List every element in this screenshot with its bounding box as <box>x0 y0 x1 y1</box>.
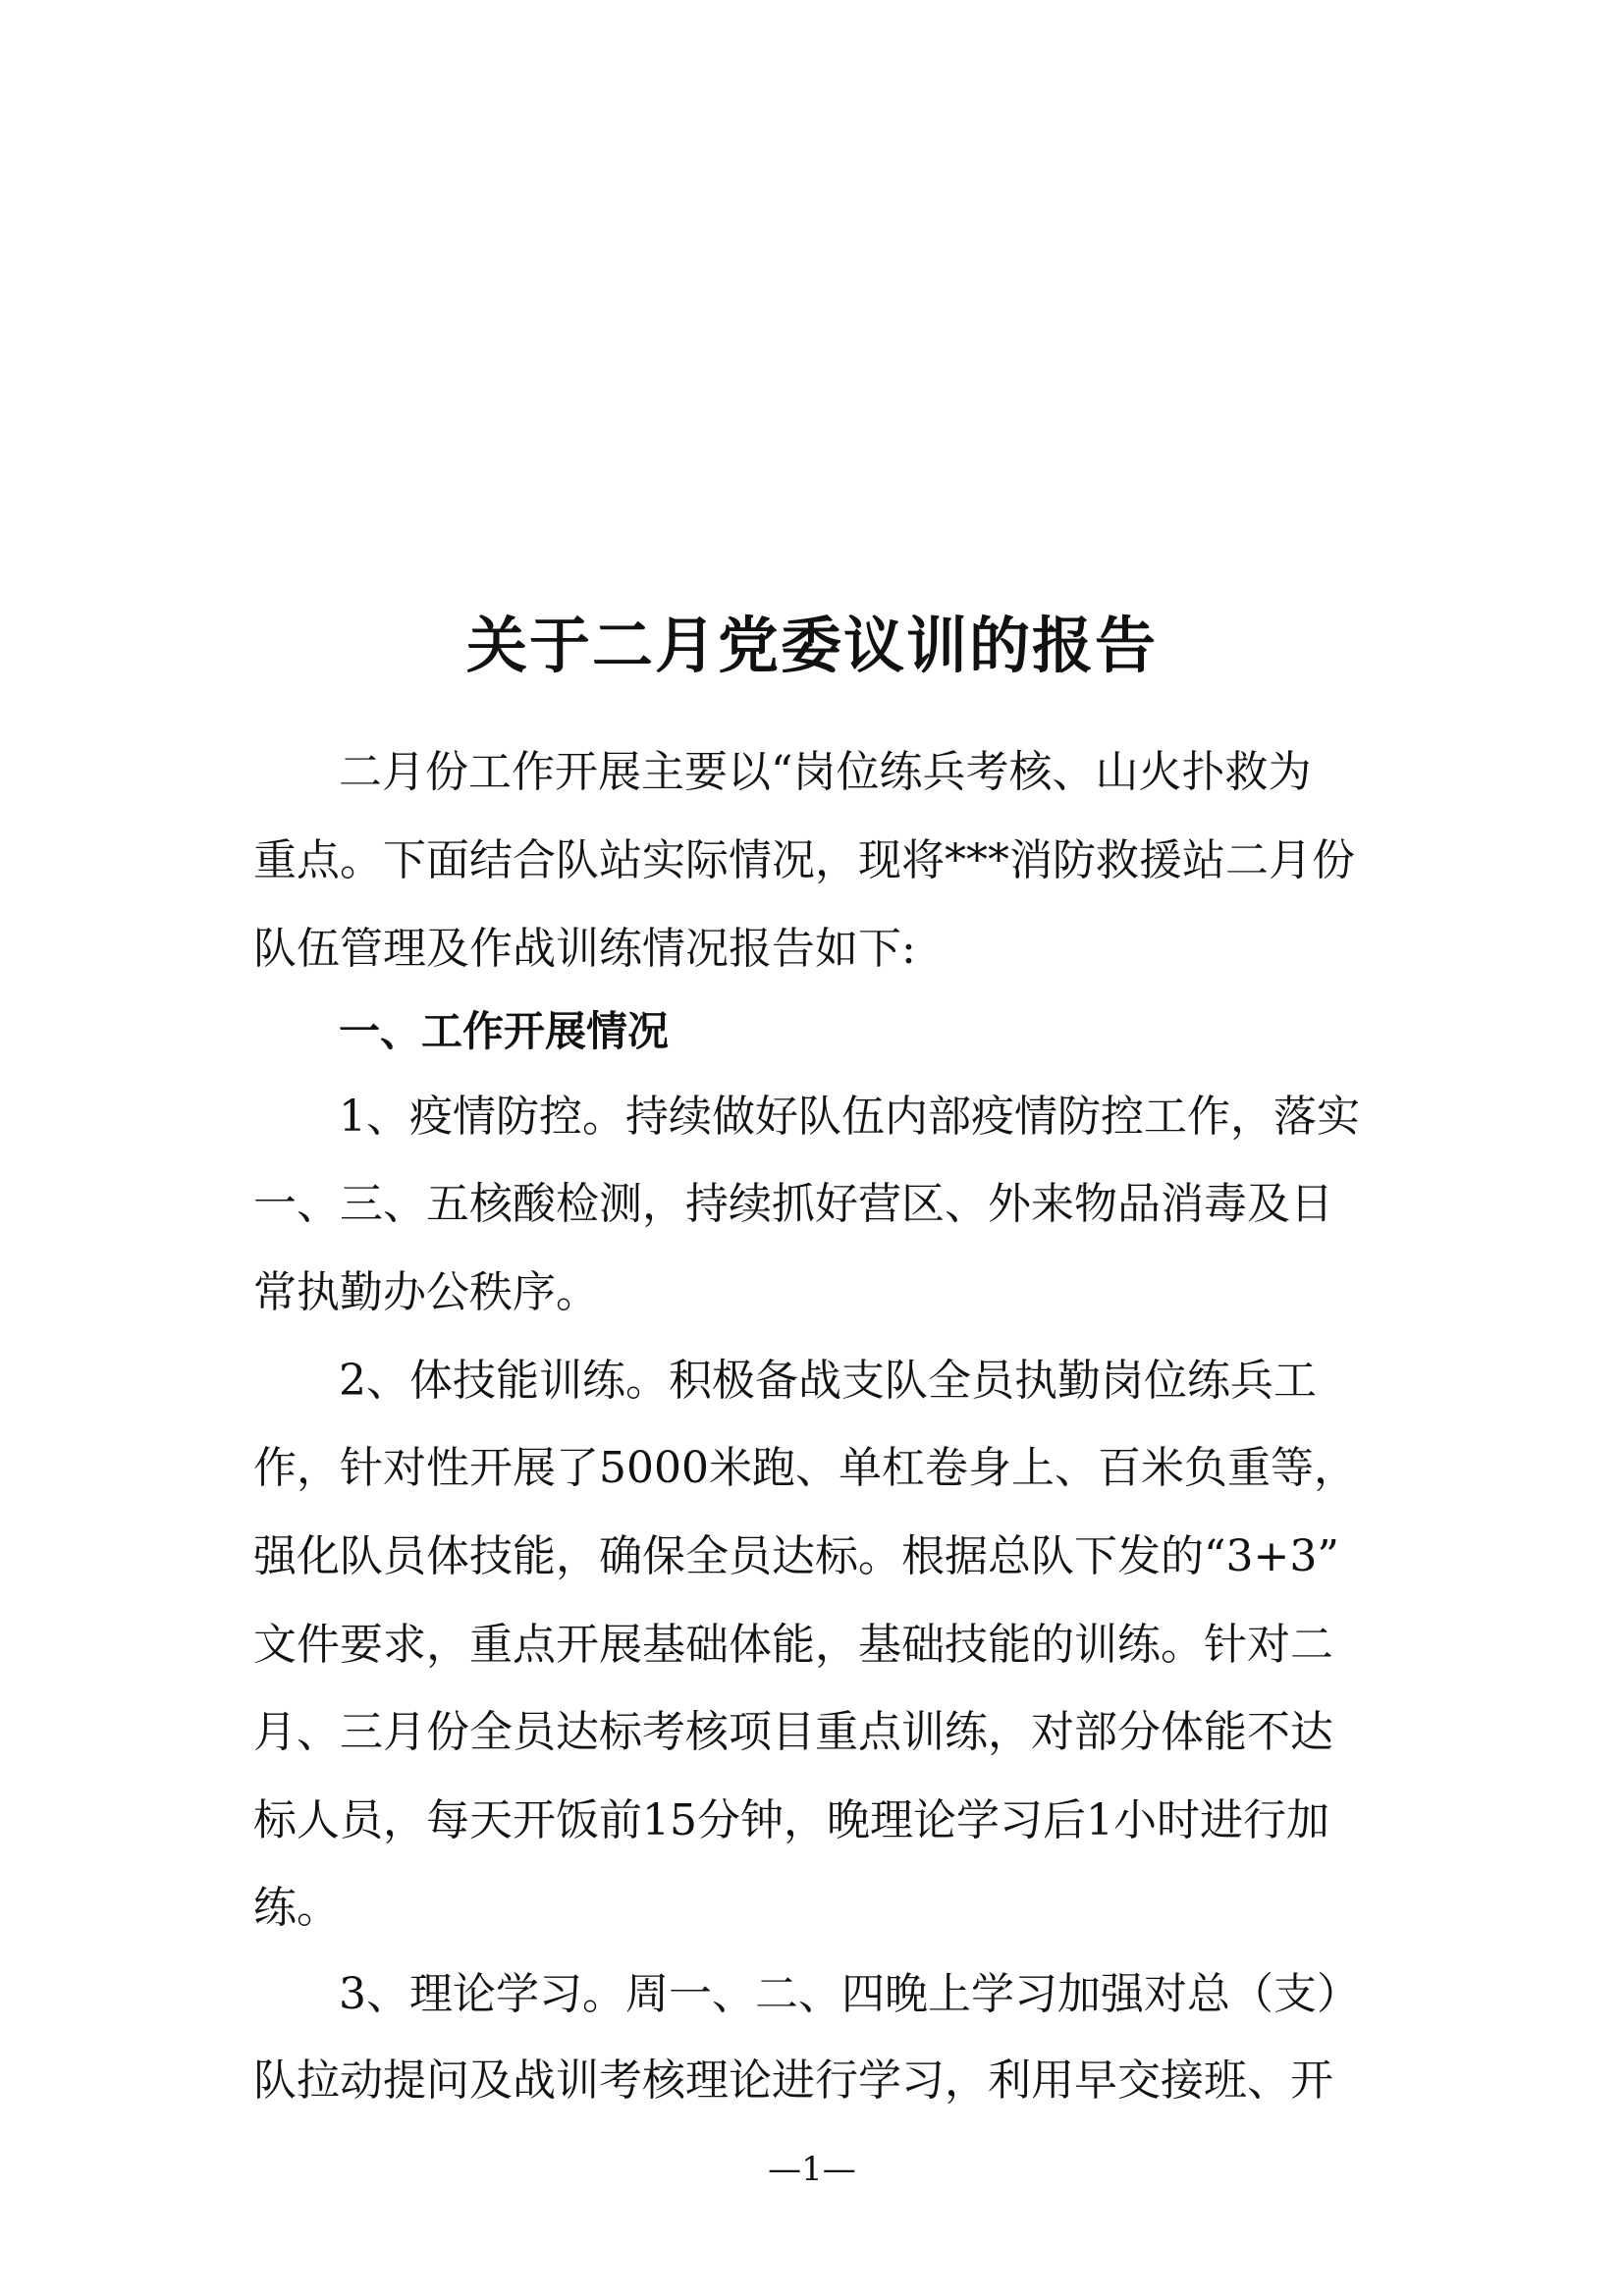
page-number: —1— <box>768 2150 856 2189</box>
item-2-line-6: 标人员，每天开饭前15分钟，晚理论学习后1小时进行加 <box>253 1795 1329 1845</box>
item-2-line-1: 2、体技能训练。积极备战支队全员执勤岗位练兵工 <box>339 1356 1317 1406</box>
section-heading-1: 一、工作开展情况 <box>339 1007 670 1055</box>
item-2-line-7: 练。 <box>253 1883 340 1933</box>
item-1-line-2: 一、三、五核酸检测，持续抓好营区、外来物品消毒及日 <box>253 1179 1333 1229</box>
item-2-line-3: 强化队员体技能，确保全员达标。根据总队下发的“3+3” <box>253 1531 1339 1581</box>
intro-line-1: 二月份工作开展主要以“岗位练兵考核、山火扑救为 <box>339 747 1312 797</box>
item-2-line-2: 作，针对性开展了5000米跑、单杠卷身上、百米负重等， <box>253 1443 1357 1493</box>
intro-line-3: 队伍管理及作战训练情况报告如下: <box>253 924 916 974</box>
item-3-line-1: 3、理论学习。周一、二、四晚上学习加强对总（支） <box>339 1969 1360 2019</box>
item-1-line-1: 1、疫情防控。持续做好队伍内部疫情防控工作，落实 <box>339 1092 1360 1142</box>
item-2-line-4: 文件要求，重点开展基础体能，基础技能的训练。针对二 <box>253 1620 1333 1670</box>
item-2-line-5: 月、三月份全员达标考核项目重点训练，对部分体能不达 <box>253 1707 1333 1757</box>
item-1-line-3: 常执勤办公秩序。 <box>253 1267 599 1317</box>
document-title: 关于二月党委议训的报告 <box>465 610 1158 681</box>
intro-line-2: 重点。下面结合队站实际情况，现将***消防救援站二月份 <box>253 835 1355 885</box>
item-3-line-2: 队拉动提问及战训考核理论进行学习，利用早交接班、开 <box>253 2056 1333 2106</box>
